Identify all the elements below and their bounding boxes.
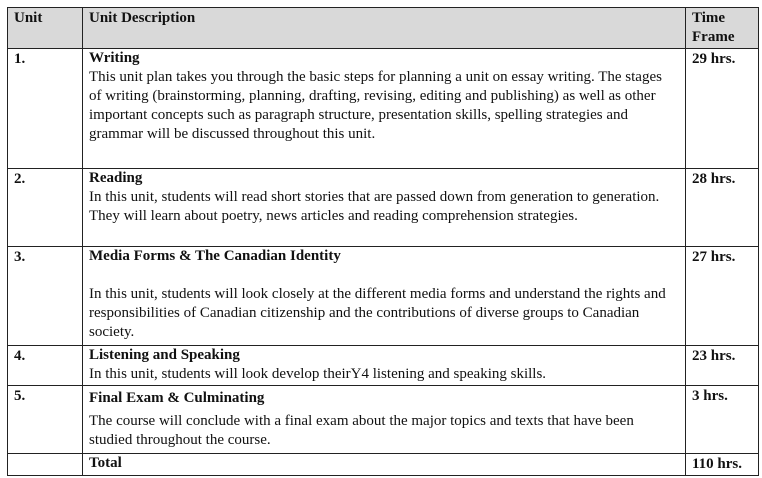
- unit-title: Reading: [89, 170, 143, 186]
- unit-description: [83, 247, 686, 346]
- unit-time: 23 hrs.: [686, 346, 759, 386]
- unit-time: 29 hrs.: [686, 49, 759, 169]
- header-row: [8, 8, 759, 49]
- unit-number: 3.: [8, 247, 83, 346]
- unit-number: 5.: [8, 386, 83, 454]
- unit-text: In this unit, students will look closely at the different media forms and understand the rights and responsibilities of Canadian citizenship and the contributions of diverse groups to Canadian society.: [89, 286, 666, 340]
- unit-title: Listening and Speaking: [89, 347, 240, 363]
- unit-description: [83, 386, 686, 454]
- unit-plan-table: [7, 7, 759, 476]
- unit-time: 28 hrs.: [686, 169, 759, 247]
- unit-number: 4.: [8, 346, 83, 386]
- total-row: [8, 454, 759, 476]
- table-row: [8, 49, 759, 169]
- unit-text: The course will conclude with a final exam about the major topics and texts that have been studied throughout the course.: [89, 413, 634, 448]
- unit-description: [83, 169, 686, 247]
- total-label: Total: [83, 454, 686, 476]
- header-unit: Unit: [8, 8, 83, 49]
- table-row: [8, 346, 759, 386]
- unit-text: In this unit, students will read short stories that are passed down from generation to generation. They will learn about poetry, news articles and reading comprehension strategies.: [89, 189, 660, 224]
- unit-text: In this unit, students will look develop theirY4 listening and speaking skills.: [89, 366, 547, 382]
- header-description: Unit Description: [83, 8, 686, 49]
- unit-number: 2.: [8, 169, 83, 247]
- unit-title: Writing: [89, 50, 140, 66]
- unit-title: Final Exam & Culminating: [89, 390, 265, 406]
- table-row: [8, 386, 759, 454]
- unit-time: 27 hrs.: [686, 247, 759, 346]
- unit-description: [83, 346, 686, 386]
- total-unit-cell: [8, 454, 83, 476]
- total-time: 110 hrs.: [686, 454, 759, 476]
- table-row: [8, 169, 759, 247]
- unit-number: 1.: [8, 49, 83, 169]
- header-time-frame: Time Frame: [686, 8, 759, 49]
- unit-title: Media Forms & The Canadian Identity: [89, 248, 341, 264]
- unit-time: 3 hrs.: [686, 386, 759, 454]
- unit-description: [83, 49, 686, 169]
- unit-text: This unit plan takes you through the basic steps for planning a unit on essay writing. The stages of writing (brainstorming, planning, drafting, revising, editing and publishing) as well as other important concepts such as paragraph structure, presentation skills, spelling strategies and grammar will be discussed throughout this unit.: [89, 69, 662, 142]
- table-row: [8, 247, 759, 346]
